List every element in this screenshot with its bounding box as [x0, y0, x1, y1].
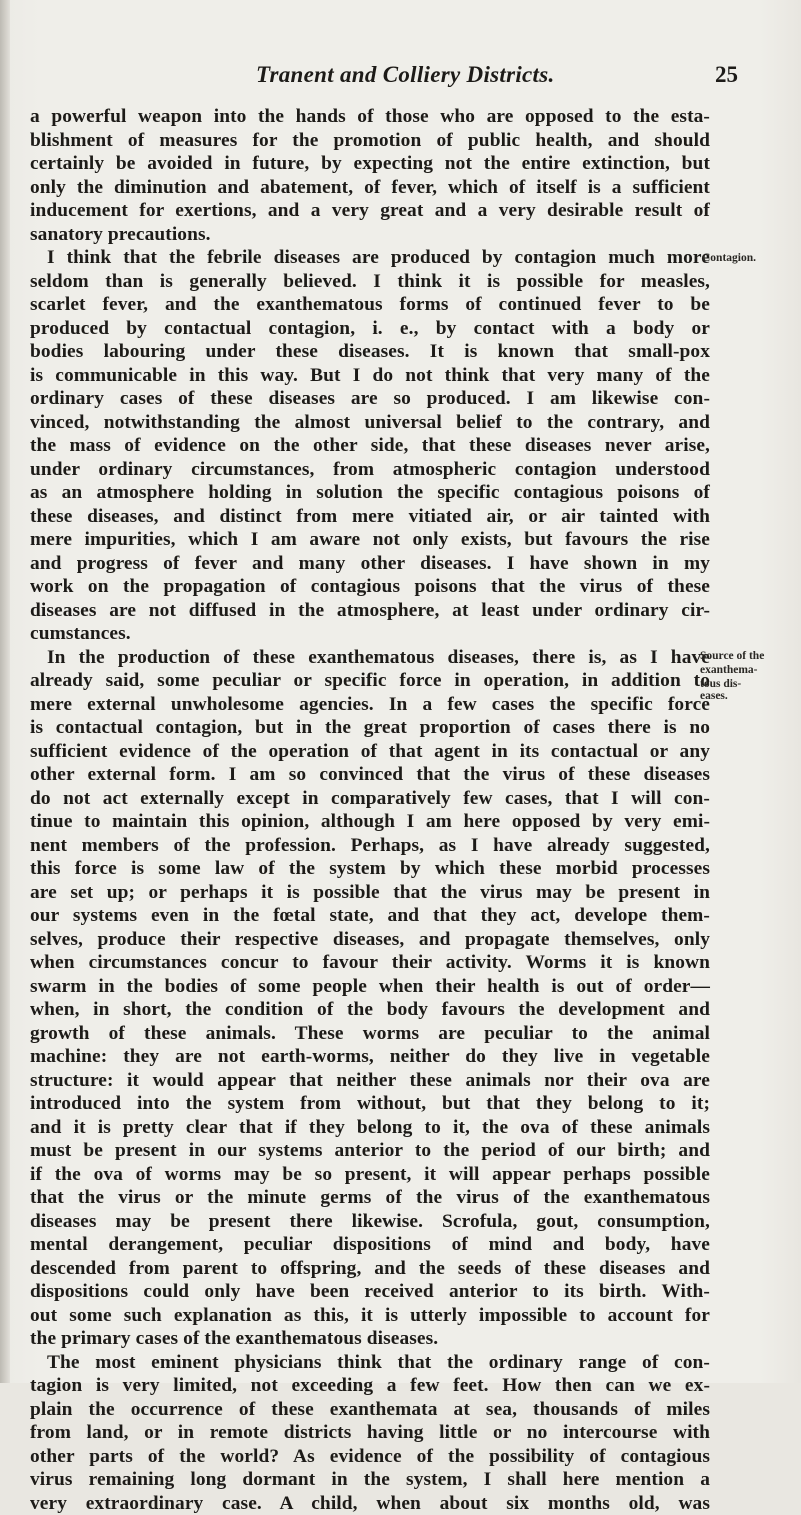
text-line: bodies labouring under these diseases. It is known that small-pox — [30, 340, 710, 364]
text-line: the primary cases of the exanthematous diseases. — [30, 1327, 710, 1351]
text-line: growth of these animals. These worms are peculiar to the animal — [30, 1022, 710, 1046]
text-line: plain the occurrence of these exanthemata at sea, thousands of miles — [30, 1398, 710, 1422]
text-line: certainly be avoided in future, by expecting not the entire extinction, but — [30, 152, 710, 176]
text-line: only the diminution and abatement, of fever, which of itself is a sufficient — [30, 176, 710, 200]
text-line: selves, produce their respective diseases, and propagate themselves, only — [30, 928, 710, 952]
text-line: is communicable in this way. But I do not think that very many of the — [30, 364, 710, 388]
text-line: mere external unwholesome agencies. In a few cases the specific force — [30, 693, 710, 717]
text-line: when circumstances concur to favour their activity. Worms it is known — [30, 951, 710, 975]
text-line: our systems even in the fœtal state, and that they act, develope them- — [30, 904, 710, 928]
text-line: seldom than is generally believed. I think it is possible for measles, — [30, 270, 710, 294]
text-line: mental derangement, peculiar dispositions of mind and body, have — [30, 1233, 710, 1257]
text-line: sufficient evidence of the operation of that agent in its contactual or any — [30, 740, 710, 764]
text-line: must be present in our systems anterior to the period of our birth; and — [30, 1139, 710, 1163]
text-line: I think that the febrile diseases are produced by contagion much more — [30, 246, 710, 270]
text-line: structure: it would appear that neither these animals nor their ova are — [30, 1069, 710, 1093]
text-line: In the production of these exanthematous diseases, there is, as I have — [30, 646, 710, 670]
text-line: already said, some peculiar or specific force in operation, in addition to — [30, 669, 710, 693]
text-line: swarm in the bodies of some people when their health is out of order— — [30, 975, 710, 999]
text-line: tagion is very limited, not exceeding a few feet. How then can we ex- — [30, 1374, 710, 1398]
text-line: diseases are not diffused in the atmosphere, at least under ordinary cir- — [30, 599, 710, 623]
text-line: that the virus or the minute germs of the virus of the exanthematous — [30, 1186, 710, 1210]
text-line: a powerful weapon into the hands of those who are opposed to the esta- — [30, 105, 710, 129]
text-line: do not act externally except in comparatively few cases, that I will con- — [30, 787, 710, 811]
page-header — [218, 62, 738, 94]
page-number: 25 — [715, 62, 738, 88]
text-line: introduced into the system from without, but that they belong to it; — [30, 1092, 710, 1116]
text-line: scarlet fever, and the exanthematous forms of continued fever to be — [30, 293, 710, 317]
text-line: the mass of evidence on the other side, that these diseases never arise, — [30, 434, 710, 458]
text-line: blishment of measures for the promotion of public health, and should — [30, 129, 710, 153]
text-line: vinced, notwithstanding the almost universal belief to the contrary, and — [30, 411, 710, 435]
text-line: inducement for exertions, and a very great and a very desirable result of — [30, 199, 710, 223]
margin-note-source-line-4: eases. — [700, 691, 728, 703]
text-line: from land, or in remote districts having little or no intercourse with — [30, 1421, 710, 1445]
text-line: when, in short, the condition of the body favours the development and — [30, 998, 710, 1022]
margin-note-contagion: Contagion. — [702, 253, 756, 265]
text-line: machine: they are not earth-worms, neither do they live in vegetable — [30, 1045, 710, 1069]
text-line: cumstances. — [30, 622, 710, 646]
text-line: descended from parent to offspring, and the seeds of these diseases and — [30, 1257, 710, 1281]
text-line: these diseases, and distinct from mere vitiated air, or air tainted with — [30, 505, 710, 529]
text-line: other parts of the world? As evidence of the possibility of contagious — [30, 1445, 710, 1469]
text-line: this force is some law of the system by which these morbid processes — [30, 857, 710, 881]
margin-note-source-line-2: exanthema- — [700, 665, 758, 677]
running-title: Tranent and Colliery Districts. — [256, 62, 555, 88]
text-line: if the ova of worms may be so present, it will appear perhaps possible — [30, 1163, 710, 1187]
text-line: mere impurities, which I am aware not only exists, but favours the rise — [30, 528, 710, 552]
margin-note-source-line-1: Source of the — [700, 651, 764, 663]
text-line: nent members of the profession. Perhaps, as I have already suggested, — [30, 834, 710, 858]
margin-note-source-line-3: tous dis- — [700, 679, 741, 691]
text-line: diseases may be present there likewise. Scrofula, gout, consumption, — [30, 1210, 710, 1234]
text-line: are set up; or perhaps it is possible that the virus may be present in — [30, 881, 710, 905]
body-text — [30, 105, 710, 1515]
text-line: very extraordinary case. A child, when about six months old, was — [30, 1492, 710, 1515]
text-line: produced by contactual contagion, i. e., by contact with a body or — [30, 317, 710, 341]
text-line: under ordinary circumstances, from atmospheric contagion understood — [30, 458, 710, 482]
text-line: out some such explanation as this, it is utterly impossible to account for — [30, 1304, 710, 1328]
text-line: work on the propagation of contagious poisons that the virus of these — [30, 575, 710, 599]
text-line: The most eminent physicians think that the ordinary range of con- — [30, 1351, 710, 1375]
text-line: other external form. I am so convinced that the virus of these diseases — [30, 763, 710, 787]
text-line: sanatory precautions. — [30, 223, 710, 247]
text-line: and it is pretty clear that if they belong to it, the ova of these animals — [30, 1116, 710, 1140]
text-line: is contactual contagion, but in the great proportion of cases there is no — [30, 716, 710, 740]
text-line: tinue to maintain this opinion, although I am here opposed by very emi- — [30, 810, 710, 834]
text-line: dispositions could only have been received anterior to its birth. With- — [30, 1280, 710, 1304]
text-line: as an atmosphere holding in solution the specific contagious poisons of — [30, 481, 710, 505]
text-line: and progress of fever and many other diseases. I have shown in my — [30, 552, 710, 576]
page-gutter — [0, 0, 10, 1383]
text-line: virus remaining long dormant in the system, I shall here mention a — [30, 1468, 710, 1492]
text-line: ordinary cases of these diseases are so produced. I am likewise con- — [30, 387, 710, 411]
